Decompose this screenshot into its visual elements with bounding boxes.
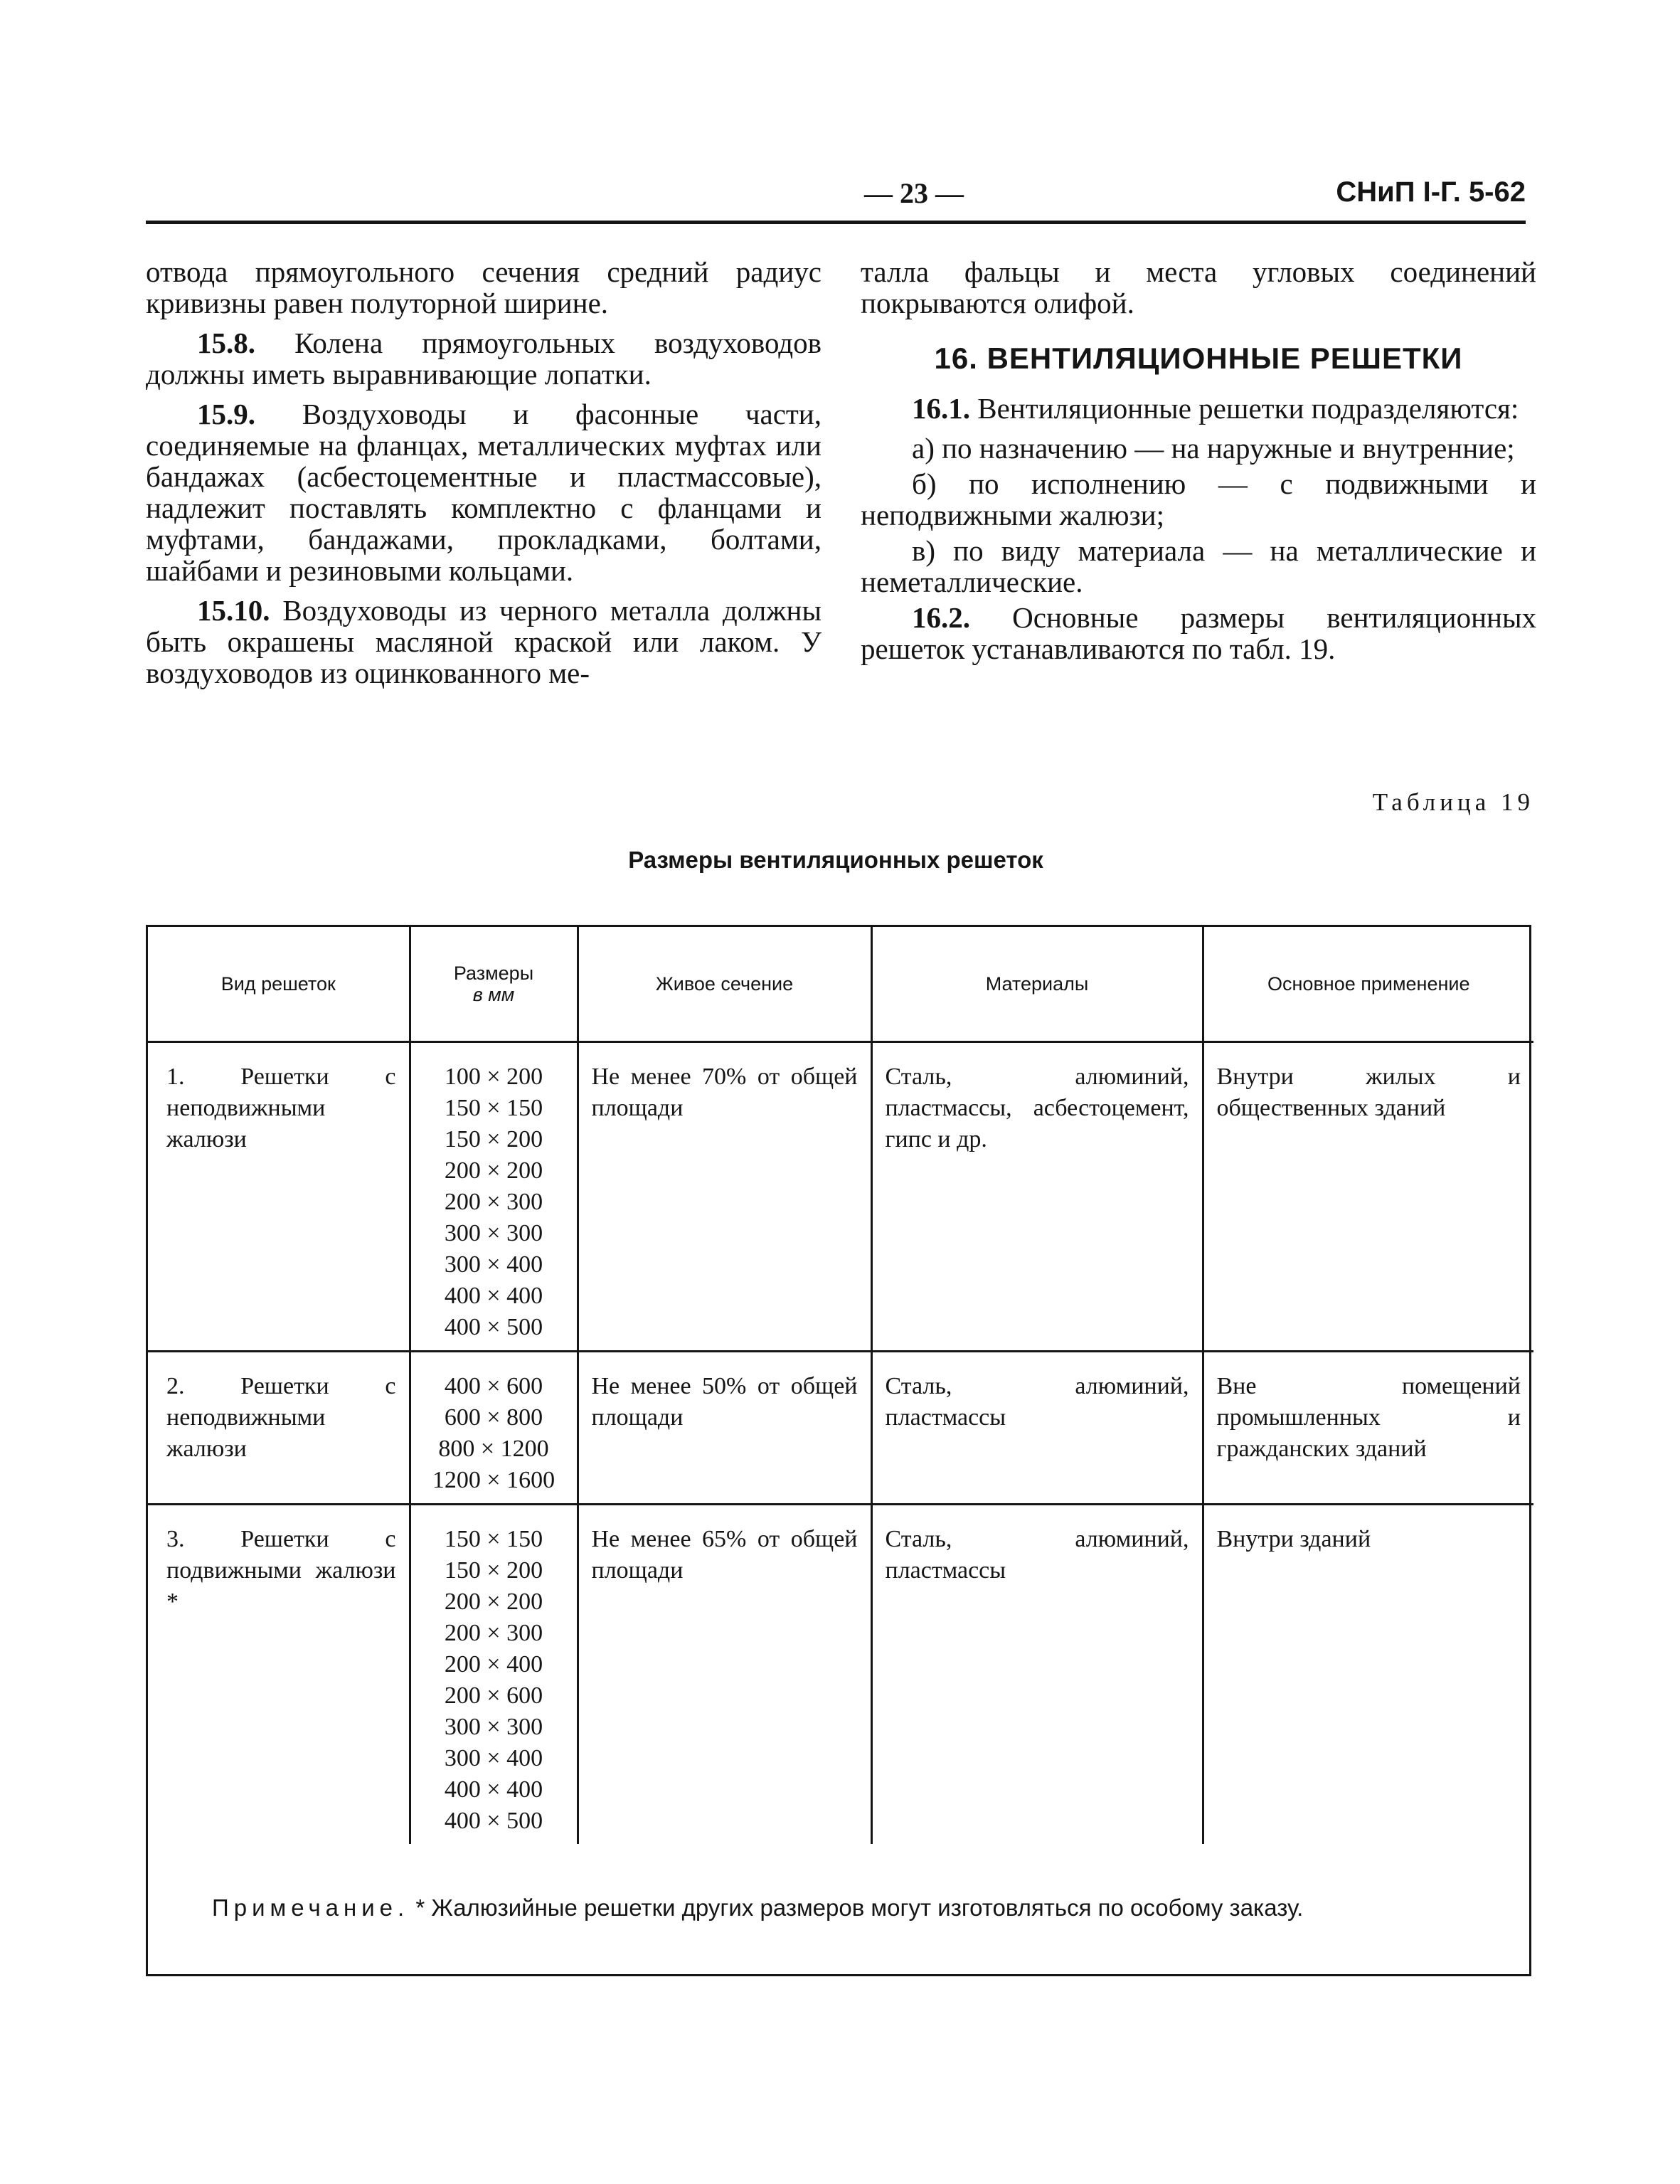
- table-row: [148, 1505, 1533, 1845]
- header-application: Основное применение: [1203, 927, 1533, 1042]
- cell-free-area: Не менее 65% от общей площади: [578, 1505, 871, 1845]
- clause-text: Колена прямоугольных воздуховодов должны иметь выравнивающие лопатки.: [146, 327, 822, 391]
- cell-sizes: [410, 1505, 578, 1845]
- clause-text: Вентиляционные решетки подразделяются:: [970, 392, 1519, 425]
- list-item-a: а) по назначению — на наружные и внутренние;: [912, 432, 1515, 465]
- header-sizes-line2: в мм: [472, 984, 515, 1005]
- paragraph-16-1: [861, 393, 1536, 424]
- size-value: 150 × 150: [444, 1526, 543, 1552]
- size-value: 400 × 500: [444, 1314, 543, 1340]
- size-value: 200 × 300: [444, 1620, 543, 1646]
- paragraph-continuation: отвода прямоугольного сечения средний радиус кривизны равен полуторной ширине.: [146, 255, 822, 319]
- size-value: 200 × 200: [444, 1589, 543, 1615]
- page-number: — 23 —: [864, 177, 964, 209]
- cell-application: Вне помещений промышленных и гражданских зданий: [1203, 1352, 1533, 1505]
- size-value: 300 × 300: [444, 1220, 543, 1246]
- clause-number: 16.2.: [912, 601, 970, 634]
- table-label: Таблица 19: [1372, 788, 1534, 816]
- table-note: [212, 1894, 1303, 1921]
- note-text: * Жалюзийные решетки других размеров могут изготовляться по особому заказу.: [409, 1894, 1304, 1921]
- size-value: 300 × 300: [444, 1714, 543, 1740]
- list-item-c: в) по виду материала — на металлические и неметаллические.: [861, 534, 1536, 598]
- size-value: 300 × 400: [444, 1745, 543, 1771]
- size-value: 400 × 400: [444, 1776, 543, 1803]
- size-value: 100 × 200: [444, 1064, 543, 1090]
- cell-sizes: [410, 1352, 578, 1505]
- paragraph-15-10: [146, 595, 822, 689]
- cell-type: 2. Решетки с неподвижными жалюзи: [148, 1352, 410, 1505]
- paragraph-16-2: [861, 602, 1536, 664]
- note-label: Примечание.: [212, 1894, 410, 1921]
- size-value: 400 × 500: [444, 1808, 543, 1834]
- paragraph-15-8: [146, 327, 822, 390]
- list-item-b: б) по исполнению — с подвижными и неподвижными жалюзи;: [861, 467, 1536, 531]
- size-value: 200 × 400: [444, 1651, 543, 1677]
- size-value: 150 × 150: [444, 1095, 543, 1121]
- size-value: 400 × 600: [444, 1373, 543, 1399]
- table-row: [148, 1352, 1533, 1505]
- header-materials: Материалы: [871, 927, 1203, 1042]
- clause-number: 15.10.: [197, 594, 270, 627]
- table-frame: [146, 925, 1531, 1976]
- clause-number: 16.1.: [912, 392, 970, 425]
- section-title: 16. ВЕНТИЛЯЦИОННЫЕ РЕШЕТКИ: [934, 341, 1463, 375]
- clause-number: 15.8.: [197, 327, 255, 359]
- size-value: 200 × 300: [444, 1189, 543, 1215]
- table-header-row: [148, 927, 1533, 1042]
- header-sizes: [410, 927, 578, 1042]
- left-column: [146, 256, 822, 697]
- size-value: 200 × 600: [444, 1682, 543, 1709]
- clause-number: 15.9.: [197, 398, 255, 430]
- cell-materials: Сталь, алюминий, пластмассы, асбестоцемент, гипс и др.: [871, 1042, 1203, 1352]
- cell-free-area: Не менее 70% от общей площади: [578, 1042, 871, 1352]
- size-value: 150 × 200: [444, 1557, 543, 1584]
- right-column: [861, 256, 1536, 673]
- cell-type: 3. Решетки с подвижными жалюзи *: [148, 1505, 410, 1845]
- header-rule: [146, 221, 1526, 224]
- size-value: 600 × 800: [444, 1404, 543, 1431]
- cell-type: 1. Решетки с неподвижными жалюзи: [148, 1042, 410, 1352]
- paragraph-15-9: [146, 398, 822, 586]
- size-value: 300 × 400: [444, 1251, 543, 1278]
- cell-materials: Сталь, алюминий, пластмассы: [871, 1505, 1203, 1845]
- size-value: 150 × 200: [444, 1126, 543, 1152]
- table-title: Размеры вентиляционных решеток: [628, 847, 1043, 873]
- size-value: 800 × 1200: [438, 1436, 549, 1462]
- header-type: Вид решеток: [148, 927, 410, 1042]
- page-header: [146, 176, 1526, 221]
- cell-application: Внутри жилых и общественных зданий: [1203, 1042, 1533, 1352]
- paragraph-continuation: талла фальцы и места угловых соединений покрываются олифой.: [861, 255, 1536, 319]
- table-row: [148, 1042, 1533, 1352]
- cell-sizes: [410, 1042, 578, 1352]
- clause-text: Воздуховоды из черного металла должны быть окрашены масляной краской или лаком. У воздуховодов из оцинкованного ме-: [146, 594, 822, 689]
- clause-text: Воздуховоды и фасонные части, соединяемые на фланцах, металлических муфтах или бандажах (асбестоцементные и пластмассовые), надлежит поставлять комплектно с фланцами и муфтами, бандажами, прокладками, болтами, шайбами и резиновыми кольцами.: [146, 398, 822, 587]
- header-free-area: Живое сечение: [578, 927, 871, 1042]
- size-value: 200 × 200: [444, 1157, 543, 1184]
- header-sizes-line1: Размеры: [453, 963, 534, 984]
- size-value: 1200 × 1600: [432, 1467, 555, 1493]
- size-value: 400 × 400: [444, 1283, 543, 1309]
- grilles-table: [148, 927, 1533, 1844]
- cell-materials: Сталь, алюминий, пластмассы: [871, 1352, 1203, 1505]
- cell-application: Внутри зданий: [1216, 1526, 1371, 1552]
- cell-free-area: Не менее 50% от общей площади: [578, 1352, 871, 1505]
- clause-text: Основные размеры вентиляционных решеток устанавливаются по табл. 19.: [861, 601, 1536, 665]
- document-code: СНиП I-Г. 5-62: [1336, 176, 1526, 208]
